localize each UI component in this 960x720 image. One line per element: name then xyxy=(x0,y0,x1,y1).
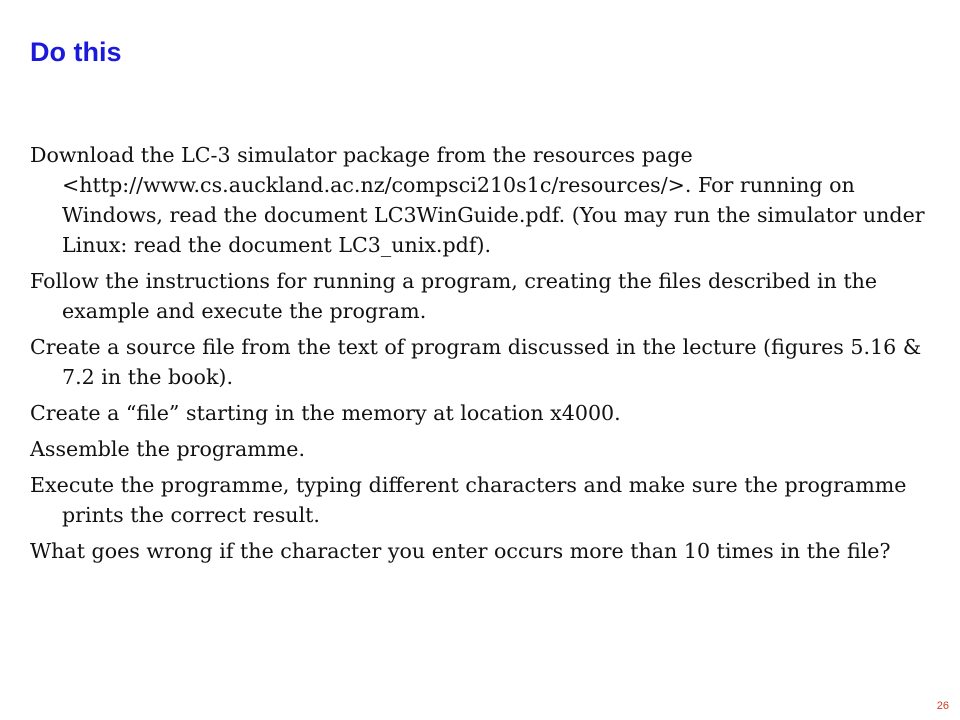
instruction-item-follow: Follow the instructions for running a program, creating the files described in the example and execute the program. xyxy=(30,269,878,323)
instruction-item-create-file: Create a “file” starting in the memory at location x4000. xyxy=(30,401,621,425)
instruction-item-execute: Execute the programme, typing different characters and make sure the programme prints the correct result. xyxy=(30,473,907,527)
instruction-item-create-source: Create a source file from the text of program discussed in the lecture (figures 5.16 & 7.2 in the book). xyxy=(30,335,922,389)
instruction-item-download: Download the LC-3 simulator package from the resources page <http://www.cs.auckland.ac.nz/compsci210s1c/resources/>. For running on Windows, read the document LC3WinGuide.pdf. (You may run the simulator under Linux: read the document LC3_unix.pdf). xyxy=(30,143,925,257)
instruction-list xyxy=(30,140,935,572)
page-number: 26 xyxy=(936,700,949,712)
instruction-item-assemble: Assemble the programme. xyxy=(30,437,306,461)
instruction-item-question: What goes wrong if the character you enter occurs more than 10 times in the file? xyxy=(30,539,891,563)
slide-title: Do this xyxy=(30,37,122,67)
